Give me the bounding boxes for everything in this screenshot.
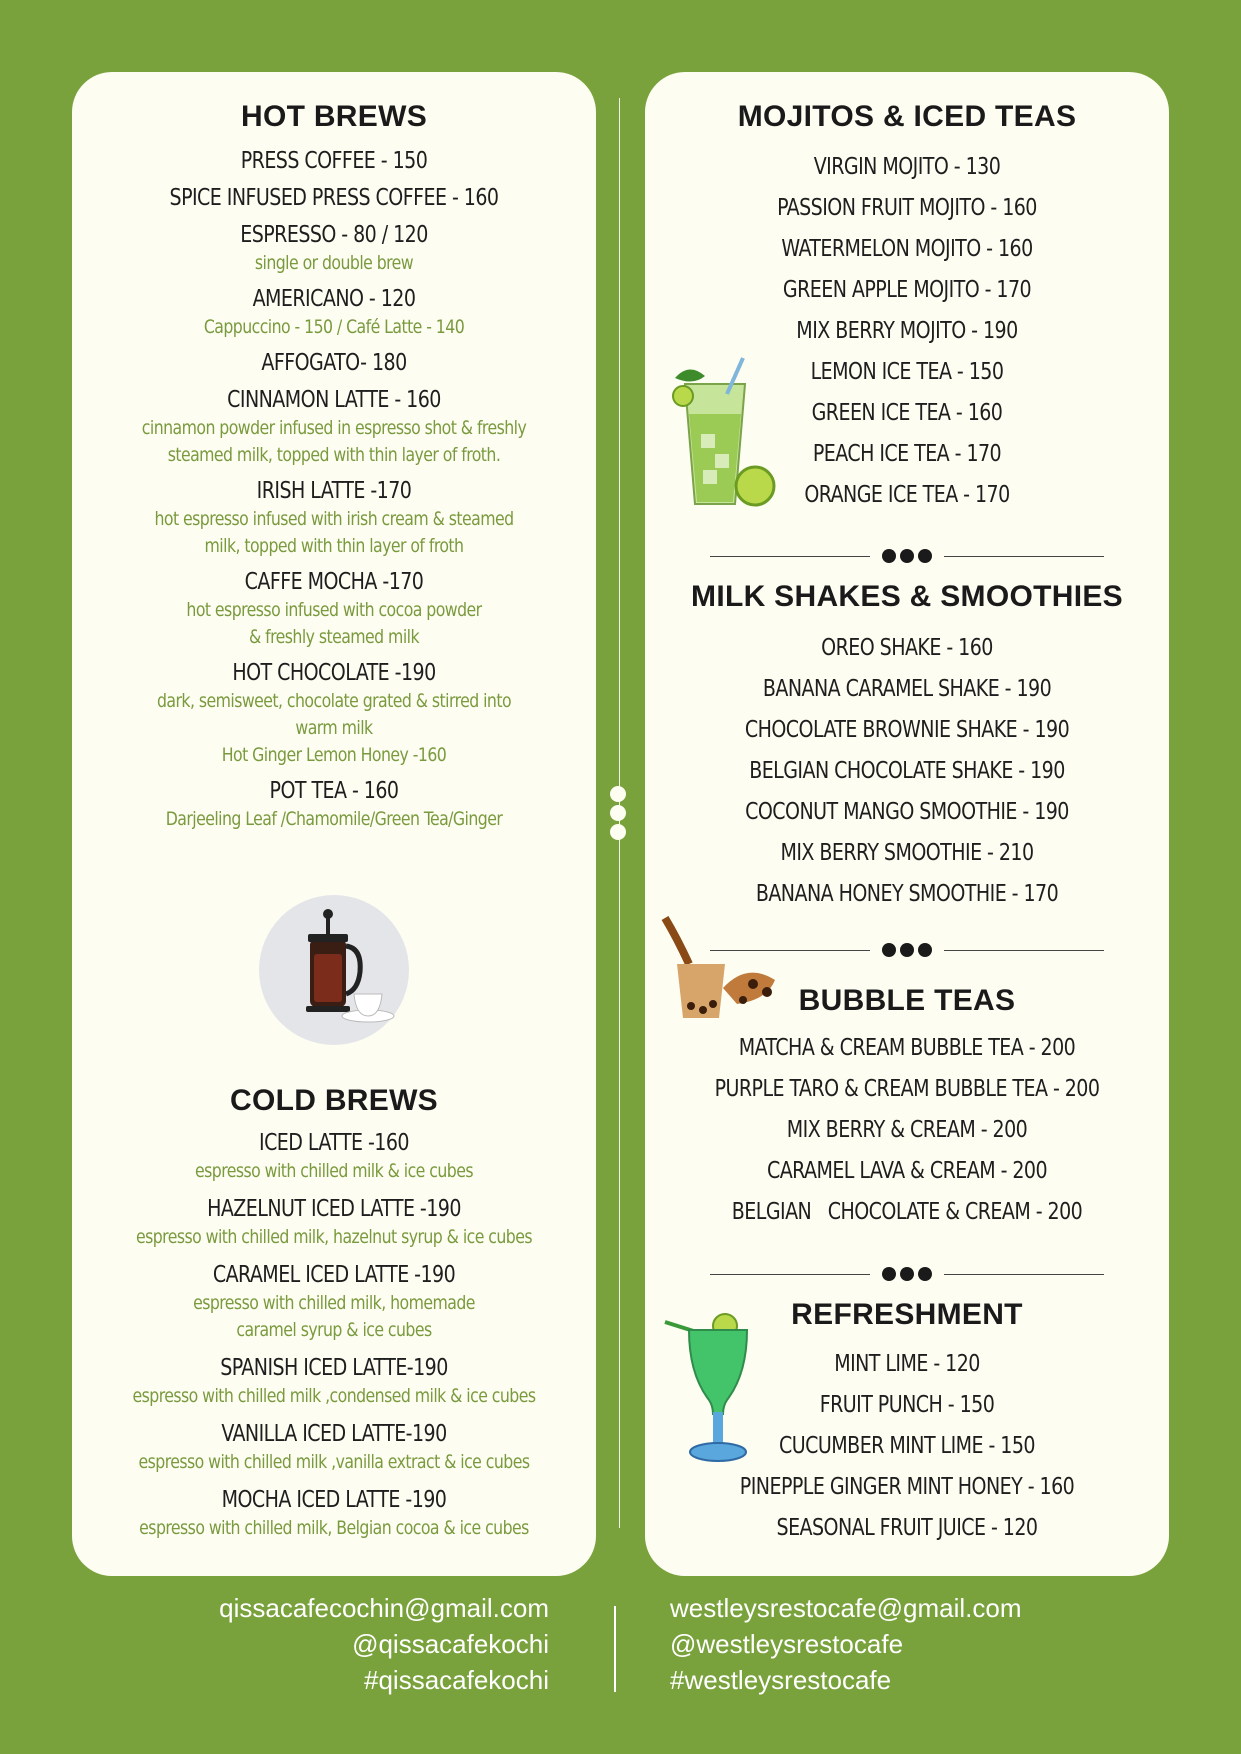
menu-item-description: espresso with chilled milk ,condensed milk & ice cubes	[132, 1385, 536, 1407]
menu-item: LEMON ICE TEA - 150	[810, 359, 1004, 385]
menu-item: VANILLA ICED LATTE-190	[221, 1421, 447, 1447]
left-menu-panel	[72, 72, 596, 1576]
menu-item-description: & freshly steamed milk	[248, 626, 420, 648]
menu-item: HOT CHOCOLATE -190	[232, 660, 436, 686]
menu-item: IRISH LATTE -170	[256, 478, 412, 504]
menu-item: ORANGE ICE TEA - 170	[804, 482, 1010, 508]
cold-brews-section	[72, 1084, 596, 1542]
menu-item-description: Cappuccino - 150 / Café Latte - 140	[203, 316, 465, 338]
menu-item: BELGIAN CHOCOLATE & CREAM - 200	[731, 1199, 1083, 1225]
menu-item-description: single or double brew	[254, 252, 414, 274]
menu-item: SPANISH ICED LATTE-190	[220, 1355, 448, 1381]
menu-item-description: espresso with chilled milk, Belgian cocoa & ice cubes	[139, 1517, 529, 1539]
menu-item: HAZELNUT ICED LATTE -190	[207, 1196, 461, 1222]
section-divider	[645, 546, 1169, 566]
menu-item: SPICE INFUSED PRESS COFFEE - 160	[169, 185, 499, 211]
menu-item: MIX BERRY SMOOTHIE - 210	[780, 840, 1034, 866]
footer-left-contacts	[219, 1590, 549, 1698]
menu-item: PEACH ICE TEA - 170	[812, 441, 1002, 467]
menu-item-description: cinnamon powder infused in espresso shot & freshly	[141, 417, 527, 439]
menu-item: GREEN ICE TEA - 160	[811, 400, 1003, 426]
menu-item-description: warm milk	[295, 717, 373, 739]
footer-right-contacts	[670, 1590, 1022, 1698]
section-divider	[645, 1264, 1169, 1284]
menu-item: VIRGIN MOJITO - 130	[813, 154, 1001, 180]
footer-email-link[interactable]: westleysrestocafe@gmail.com	[670, 1593, 1022, 1623]
menu-item: PINEPPLE GINGER MINT HONEY - 160	[739, 1474, 1075, 1500]
menu-item: AFFOGATO- 180	[261, 350, 407, 376]
footer-social-handle[interactable]: @westleysrestocafe	[670, 1629, 904, 1659]
shakes-section	[645, 580, 1169, 915]
hot-brews-heading: HOT BREWS	[240, 100, 428, 133]
menu-item: COCONUT MANGO SMOOTHIE - 190	[745, 799, 1069, 825]
menu-item: ESPRESSO - 80 / 120	[240, 222, 428, 248]
menu-item: PRESS COFFEE - 150	[240, 148, 428, 174]
menu-item: MOCHA ICED LATTE -190	[221, 1487, 447, 1513]
menu-item: PURPLE TARO & CREAM BUBBLE TEA - 200	[714, 1076, 1100, 1102]
mojito-glass-illustration	[665, 354, 777, 514]
hot-brews-section	[72, 100, 596, 833]
menu-item: GREEN APPLE MOJITO - 170	[782, 277, 1032, 303]
menu-item: BELGIAN CHOCOLATE SHAKE - 190	[749, 758, 1065, 784]
menu-item-description: caramel syrup & ice cubes	[236, 1319, 432, 1341]
menu-item: CARAMEL LAVA & CREAM - 200	[766, 1158, 1048, 1184]
right-menu-panel	[645, 72, 1169, 1576]
menu-item: CINNAMON LATTE - 160	[227, 387, 441, 413]
menu-item: FRUIT PUNCH - 150	[819, 1392, 995, 1418]
menu-item-description: steamed milk, topped with thin layer of froth.	[167, 444, 501, 466]
menu-item-description: espresso with chilled milk, homemade	[193, 1292, 475, 1314]
menu-item: ICED LATTE -160	[259, 1130, 409, 1156]
menu-item: AMERICANO - 120	[252, 286, 416, 312]
menu-item-description: hot espresso infused with cocoa powder	[186, 599, 482, 621]
menu-item: BANANA HONEY SMOOTHIE - 170	[755, 881, 1059, 907]
shakes-heading: MILK SHAKES & SMOOTHIES	[691, 580, 1123, 613]
menu-item-description: espresso with chilled milk & ice cubes	[195, 1160, 473, 1182]
menu-item: CUCUMBER MINT LIME - 150	[779, 1433, 1035, 1459]
menu-item: MIX BERRY MOJITO - 190	[796, 318, 1018, 344]
menu-item: MINT LIME - 120	[834, 1351, 980, 1377]
menu-item: BANANA CARAMEL SHAKE - 190	[762, 676, 1052, 702]
menu-item: SEASONAL FRUIT JUICE - 120	[776, 1515, 1038, 1541]
french-press-illustration	[258, 894, 410, 1046]
cold-brews-heading: COLD BREWS	[230, 1084, 438, 1117]
menu-item: CAFFE MOCHA -170	[244, 569, 424, 595]
footer-email-link[interactable]: qissacafecochin@gmail.com	[219, 1593, 549, 1623]
menu-item: CARAMEL ICED LATTE -190	[212, 1262, 456, 1288]
menu-item: CHOCOLATE BROWNIE SHAKE - 190	[744, 717, 1070, 743]
menu-item-description: milk, topped with thin layer of froth	[204, 535, 464, 557]
footer-social-handle[interactable]: @qissacafekochi	[352, 1629, 549, 1659]
menu-item-description: hot espresso infused with irish cream & steamed	[154, 508, 514, 530]
menu-item-description: espresso with chilled milk ,vanilla extract & ice cubes	[138, 1451, 530, 1473]
refreshment-section	[645, 1298, 1169, 1549]
bubble-teas-heading: BUBBLE TEAS	[798, 984, 1016, 1017]
refreshment-heading: REFRESHMENT	[791, 1298, 1023, 1331]
bubble-teas-section	[645, 984, 1169, 1233]
footer-hashtag[interactable]: #qissacafekochi	[364, 1665, 549, 1695]
menu-item: POT TEA - 160	[269, 778, 399, 804]
menu-item: MIX BERRY & CREAM - 200	[786, 1117, 1028, 1143]
footer-divider	[614, 1606, 616, 1692]
menu-item: PASSION FRUIT MOJITO - 160	[777, 195, 1037, 221]
menu-item-description: Darjeeling Leaf /Chamomile/Green Tea/Ginger	[165, 808, 503, 830]
footer-hashtag[interactable]: #westleysrestocafe	[670, 1665, 892, 1695]
menu-item-description: dark, semisweet, chocolate grated & stirred into	[156, 690, 512, 712]
mojitos-heading: MOJITOS & ICED TEAS	[737, 100, 1077, 133]
menu-item: MATCHA & CREAM BUBBLE TEA - 200	[738, 1035, 1076, 1061]
menu-item: OREO SHAKE - 160	[821, 635, 993, 661]
menu-item-description: Hot Ginger Lemon Honey -160	[221, 744, 447, 766]
center-divider-dots	[610, 786, 626, 840]
menu-item: WATERMELON MOJITO - 160	[781, 236, 1033, 262]
menu-item-description: espresso with chilled milk, hazelnut syrup & ice cubes	[135, 1226, 533, 1248]
